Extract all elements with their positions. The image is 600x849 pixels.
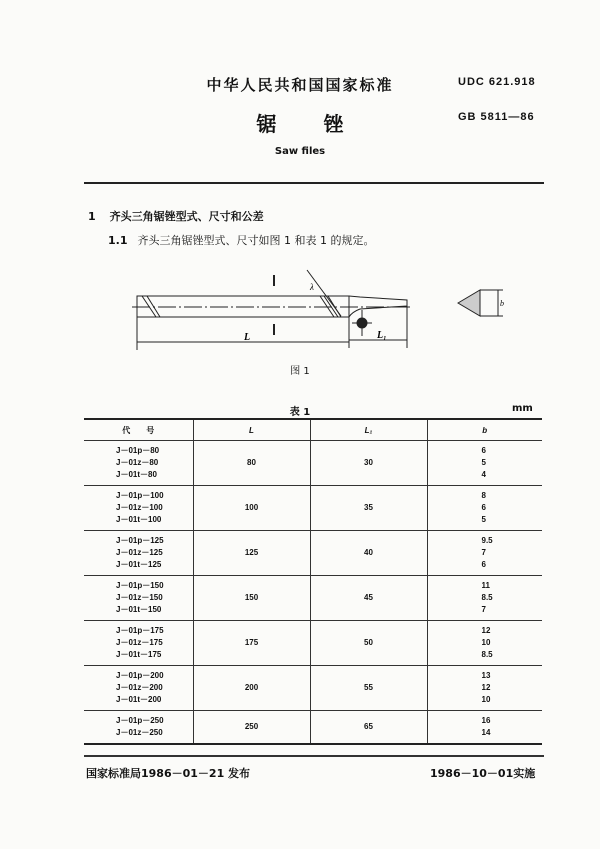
figure-caption: 图 1: [290, 366, 310, 377]
b-value: 14: [481, 728, 491, 737]
code-value: J－01z－125: [116, 548, 163, 557]
L-value: 125: [244, 548, 259, 557]
L1-cell: [310, 486, 427, 531]
L1-value: 55: [364, 683, 373, 692]
document-title: 锯 锉: [256, 112, 344, 136]
code-cell: [84, 441, 193, 486]
code-value: J－01p－80: [116, 446, 160, 455]
b-value: 10: [481, 695, 491, 704]
L-value: 200: [244, 683, 259, 692]
b-cell: [427, 441, 542, 486]
header-divider: [84, 182, 544, 184]
code-value: J－01p－250: [116, 716, 164, 725]
L1-cell: [310, 576, 427, 621]
table-row: [84, 441, 542, 486]
header-code: 代 号: [84, 419, 193, 441]
code-value: J－01p－100: [116, 491, 164, 500]
b-value: 13: [481, 671, 491, 680]
code-value: J－01t－150: [116, 605, 162, 614]
table-row: [84, 621, 542, 666]
subsection-paragraph: [108, 232, 374, 248]
L1-cell: [310, 531, 427, 576]
L-value: 80: [247, 458, 256, 467]
code-value: J－01z－200: [116, 683, 163, 692]
L1-value: 35: [364, 503, 373, 512]
code-value: J－01z－150: [116, 593, 163, 602]
table-row: [84, 711, 542, 745]
footer-divider: [84, 755, 544, 757]
header-L1: L₁: [310, 419, 427, 441]
code-cell: [84, 621, 193, 666]
table-row: [84, 666, 542, 711]
b-value: 4: [481, 470, 486, 479]
table-row: [84, 486, 542, 531]
udc-number: UDC 621.918: [458, 76, 536, 88]
table-row: [84, 531, 542, 576]
L1-cell: [310, 621, 427, 666]
code-value: J－01t－200: [116, 695, 162, 704]
L-cell: [193, 531, 310, 576]
L-value: 100: [244, 503, 259, 512]
b-value: 10: [481, 638, 491, 647]
L1-label: L₁: [377, 330, 387, 341]
b-value: 5: [481, 458, 486, 467]
table-row: [84, 576, 542, 621]
L1-value: 30: [364, 458, 373, 467]
section-heading: [88, 208, 278, 224]
table-unit: mm: [512, 403, 533, 414]
b-value: 6: [481, 503, 486, 512]
L-cell: [193, 441, 310, 486]
b-value: 12: [481, 626, 491, 635]
b-cell: [427, 711, 542, 745]
b-label: b: [500, 299, 504, 308]
b-value: 7: [481, 548, 486, 557]
code-cell: [84, 711, 193, 745]
code-value: J－01z－100: [116, 503, 163, 512]
L-cell: [193, 621, 310, 666]
standard-type: 中华人民共和国国家标准: [206, 76, 394, 94]
code-cell: [84, 576, 193, 621]
b-cell: [427, 486, 542, 531]
code-value: J－01z－250: [116, 728, 163, 737]
b-value: 6: [481, 560, 486, 569]
subsection-number: 1.1: [108, 234, 128, 247]
b-value: 16: [481, 716, 491, 725]
lambda-label: λ: [310, 282, 314, 292]
L1-cell: [310, 666, 427, 711]
b-value: 12: [481, 683, 491, 692]
L-label: L: [244, 332, 251, 343]
gb-number: GB 5811—86: [458, 111, 535, 123]
L1-value: 65: [364, 722, 373, 731]
issue-date: 国家标准局1986－01－21 发布: [86, 767, 251, 780]
L1-cell: [310, 711, 427, 745]
code-cell: [84, 486, 193, 531]
b-cell: [427, 621, 542, 666]
L1-value: 50: [364, 638, 373, 647]
code-value: J－01t－175: [116, 650, 162, 659]
header-b: b: [427, 419, 542, 441]
L-value: 175: [244, 638, 259, 647]
code-value: J－01z－80: [116, 458, 159, 467]
b-value: 8.5: [481, 593, 493, 602]
dimensions-table: [84, 418, 542, 745]
L-cell: [193, 576, 310, 621]
L1-value: 45: [364, 593, 373, 602]
b-value: 9.5: [481, 536, 493, 545]
code-cell: [84, 666, 193, 711]
b-cell: [427, 666, 542, 711]
L1-cell: [310, 441, 427, 486]
code-value: J－01p－200: [116, 671, 164, 680]
document-title-english: Saw files: [274, 146, 326, 157]
section-title: 齐头三角锯锉型式、尺寸和公差: [109, 210, 264, 223]
b-value: 7: [481, 605, 486, 614]
code-value: J－01t－125: [116, 560, 162, 569]
b-cell: [427, 531, 542, 576]
b-cell: [427, 576, 542, 621]
code-value: J－01z－175: [116, 638, 163, 647]
b-value: 5: [481, 515, 486, 524]
L-value: 250: [244, 722, 259, 731]
code-value: J－01p－125: [116, 536, 164, 545]
section-number: 1: [88, 210, 96, 223]
b-value: 8.5: [481, 650, 493, 659]
header-L: L: [193, 419, 310, 441]
effective-date: 1986－10－01实施: [430, 767, 536, 780]
code-cell: [84, 531, 193, 576]
cross-section: [458, 290, 480, 316]
code-value: J－01p－175: [116, 626, 164, 635]
subsection-text: 齐头三角锯锉型式、尺寸如图 1 和表 1 的规定。: [137, 234, 375, 247]
L1-value: 40: [364, 548, 373, 557]
table-caption: 表 1: [289, 407, 311, 418]
angle-line: [307, 270, 341, 316]
b-value: 8: [481, 491, 486, 500]
figure-1-drawing: [120, 260, 520, 360]
table-header-row: [84, 419, 542, 441]
b-value: 11: [481, 581, 490, 590]
code-value: J－01p－150: [116, 581, 164, 590]
b-value: 6: [481, 446, 486, 455]
L-value: 150: [244, 593, 259, 602]
L-cell: [193, 666, 310, 711]
code-value: J－01t－100: [116, 515, 162, 524]
L-cell: [193, 711, 310, 745]
L-cell: [193, 486, 310, 531]
code-value: J－01t－80: [116, 470, 157, 479]
